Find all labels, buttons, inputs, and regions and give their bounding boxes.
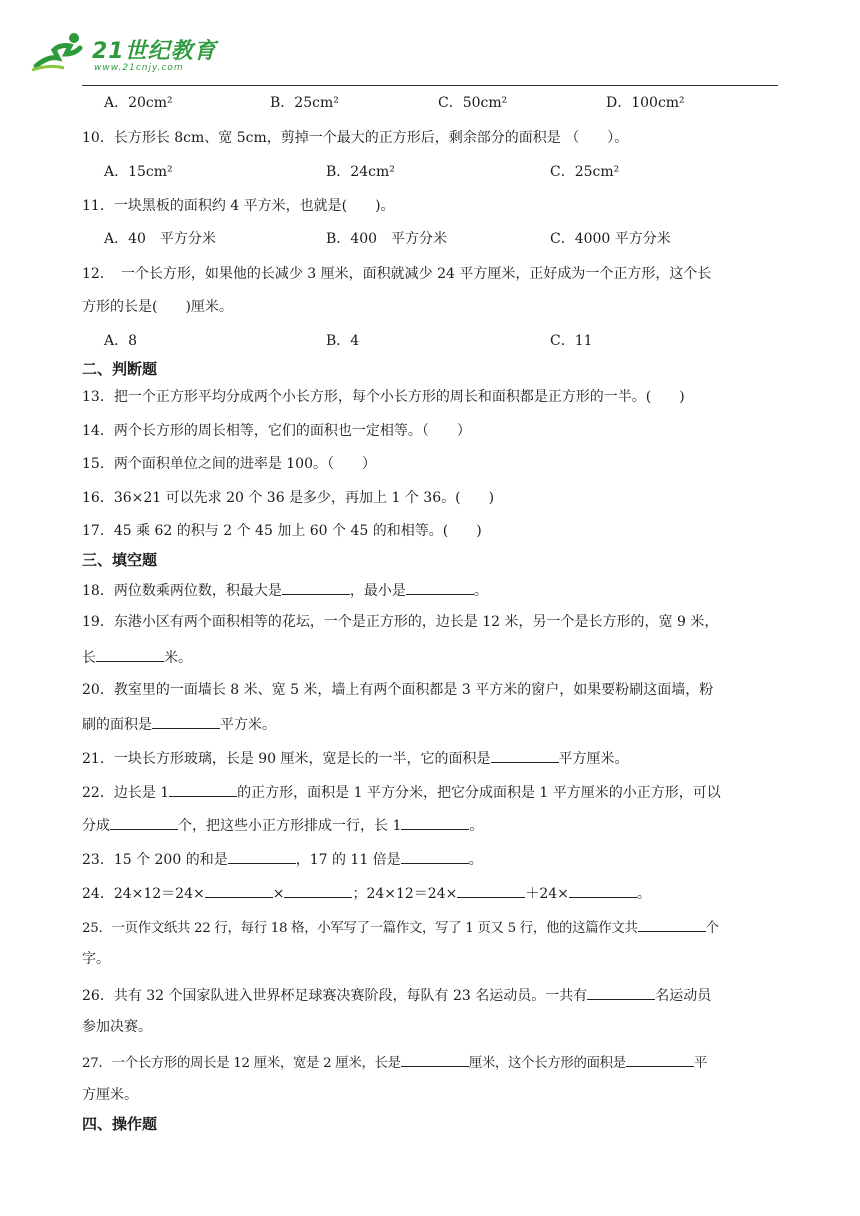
answer-blank[interactable]	[205, 883, 273, 898]
q24-text-c: ；24×12＝24×	[352, 886, 458, 902]
q9-option-c: C．50cm²	[438, 95, 508, 111]
q13-text: 13．把一个正方形平均分成两个小长方形，每个小长方形的周长和面积都是正方形的一半。( )	[82, 389, 685, 405]
answer-blank[interactable]	[169, 782, 237, 797]
q21-line	[82, 748, 629, 768]
q26-text-b: 名运动员	[655, 988, 712, 1004]
q24-line	[82, 883, 651, 903]
answer-blank[interactable]	[638, 917, 706, 932]
answer-blank[interactable]	[152, 714, 220, 729]
q20-text-a: 刷的面积是	[82, 717, 152, 733]
q10-option-a: A．15cm²	[104, 164, 173, 180]
logo-url: www.21cnjy.com	[94, 63, 184, 73]
answer-blank[interactable]	[491, 748, 559, 763]
q9-option-d: D．100cm²	[606, 95, 685, 111]
q20-line2	[82, 714, 276, 734]
q27-line1	[82, 1052, 707, 1073]
page-header	[0, 0, 860, 90]
q22-text-d: 个，把这些小正方形排成一行，长 1	[178, 818, 402, 834]
q25-text-a: 25．一页作文纸共 22 行，每行 18 格，小军写了一篇作文，写了 1 页又 5 行，他的这篇作文共	[82, 921, 638, 936]
answer-blank[interactable]	[110, 815, 178, 830]
q12-option-b: B．4	[326, 333, 360, 349]
runner-icon	[30, 30, 90, 76]
answer-blank[interactable]	[457, 883, 525, 898]
answer-blank[interactable]	[587, 985, 655, 1000]
answer-blank[interactable]	[406, 580, 474, 595]
site-logo[interactable]	[30, 30, 230, 80]
q11-option-a: A．40 平方分米	[104, 231, 216, 247]
q27-text-b: 厘米，这个长方形的面积是	[468, 1056, 626, 1071]
section-heading-judgement: 二、判断题	[82, 360, 158, 378]
answer-blank[interactable]	[626, 1052, 694, 1067]
answer-blank[interactable]	[569, 883, 637, 898]
q26-text-a: 26．共有 32 个国家队进入世界杯足球赛决赛阶段，每队有 23 名运动员。一共有	[82, 988, 588, 1004]
q18-text-b: ，最小是	[349, 583, 406, 599]
q23-text-b: ，17 的 11 倍是	[295, 852, 401, 868]
q11-text: 11．一块黑板的面积约 4 平方米，也就是( )。	[82, 198, 395, 214]
q19-text-b: 米。	[164, 650, 192, 666]
answer-blank[interactable]	[228, 849, 296, 864]
q9-option-b: B．25cm²	[270, 95, 339, 111]
header-divider	[82, 85, 778, 86]
logo-text: 21世纪教育	[92, 39, 217, 64]
answer-blank[interactable]	[401, 815, 469, 830]
q27-text-a: 27．一个长方形的周长是 12 厘米，宽是 2 厘米，长是	[82, 1056, 401, 1071]
q24-text-d: ＋24×	[525, 886, 569, 902]
answer-blank[interactable]	[282, 580, 350, 595]
section-heading-operation: 四、操作题	[82, 1115, 158, 1133]
q20-text-line1: 20．教室里的一面墙长 8 米、宽 5 米，墙上有两个面积都是 3 平方米的窗户，如果要粉刷这面墙，粉	[82, 682, 714, 698]
q22-text-e: 。	[469, 818, 484, 834]
q11-option-c: C．4000 平方分米	[550, 231, 671, 247]
q24-text-a: 24．24×12＝24×	[82, 886, 205, 902]
q25-line1	[82, 917, 719, 938]
q22-text-c: 分成	[82, 818, 110, 834]
q10-option-b: B．24cm²	[326, 164, 395, 180]
q23-text-a: 23．15 个 200 的和是	[82, 852, 228, 868]
q19-text-a: 长	[82, 650, 96, 666]
q24-text-e: 。	[636, 886, 651, 902]
q21-text-a: 21．一块长方形玻璃，长是 90 厘米，宽是长的一半，它的面积是	[82, 751, 491, 767]
q27-text-d: 方厘米。	[82, 1087, 138, 1103]
q25-text-c: 字。	[82, 951, 110, 967]
q18-text-a: 18．两位数乘两位数，积最大是	[82, 583, 282, 599]
q10-option-c: C．25cm²	[550, 164, 620, 180]
q22-line1	[82, 782, 721, 802]
q18-text-c: 。	[473, 583, 488, 599]
q23-line	[82, 849, 483, 869]
q15-text: 15．两个面积单位之间的进率是 100。（ ）	[82, 456, 376, 472]
q25-text-b: 个	[705, 921, 719, 936]
answer-blank[interactable]	[96, 647, 164, 662]
answer-blank[interactable]	[284, 883, 352, 898]
q18-line	[82, 580, 488, 600]
q12-option-c: C．11	[550, 333, 593, 349]
q21-text-b: 平方厘米。	[558, 751, 629, 767]
q19-line2	[82, 647, 192, 667]
q22-line2	[82, 815, 483, 835]
q12-text-line1: 12． 一个长方形，如果他的长减少 3 厘米，面积就减少 24 平方厘米，正好成为一个正方形，这个长	[82, 266, 712, 282]
q10-text: 10．长方形长 8cm、宽 5cm，剪掉一个最大的正方形后，剩余部分的面积是 （ ）。	[82, 130, 629, 146]
q20-text-b: 平方米。	[220, 717, 276, 733]
q22-text-b: 的正方形，面积是 1 平方分米，把它分成面积是 1 平方厘米的小正方形，可以	[237, 785, 721, 801]
q14-text: 14．两个长方形的周长相等，它们的面积也一定相等。（ ）	[82, 423, 471, 439]
q12-option-a: A．8	[104, 333, 138, 349]
q24-text-b: ×	[272, 886, 285, 902]
q16-text: 16．36×21 可以先求 20 个 36 是多少，再加上 1 个 36。( )	[82, 490, 495, 506]
q17-text: 17．45 乘 62 的积与 2 个 45 加上 60 个 45 的和相等。( )	[82, 523, 482, 539]
q22-text-a: 22．边长是 1	[82, 785, 170, 801]
q19-text-line1: 19．东港小区有两个面积相等的花坛，一个是正方形的，边长是 12 米，另一个是长方形的，宽 9 米，	[82, 614, 719, 630]
q27-text-c: 平	[693, 1056, 707, 1071]
q12-text-line2: 方形的长是( )厘米。	[82, 299, 233, 315]
q26-text-c: 参加决赛。	[82, 1019, 152, 1035]
q23-text-c: 。	[468, 852, 483, 868]
q9-option-a: A．20cm²	[104, 95, 173, 111]
answer-blank[interactable]	[401, 849, 469, 864]
q26-line1	[82, 985, 711, 1005]
section-heading-fill-blank: 三、填空题	[82, 551, 158, 569]
answer-blank[interactable]	[401, 1052, 469, 1067]
q11-option-b: B．400 平方分米	[326, 231, 448, 247]
